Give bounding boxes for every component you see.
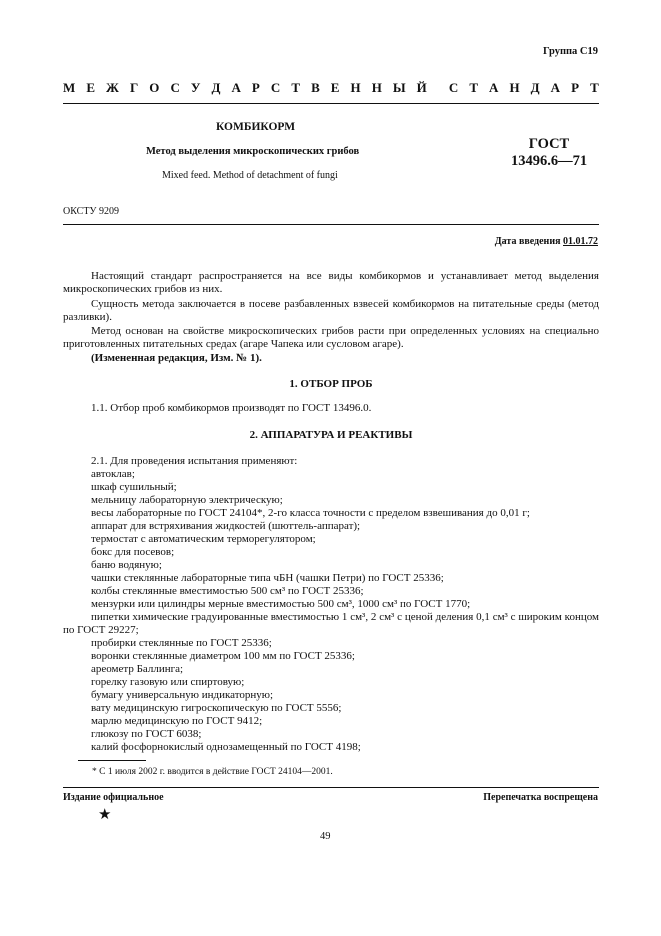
english-title: Mixed feed. Method of detachment of fungi <box>162 170 338 181</box>
banner-letter: В <box>311 80 320 95</box>
list-item: автоклав; <box>91 468 135 480</box>
amendment-note: (Измененная редакция, Изм. № 1). <box>91 352 262 364</box>
group-code: Группа С19 <box>542 46 598 57</box>
list-item: воронки стеклянные диаметром 100 мм по ГОСТ 25336; <box>91 650 355 662</box>
official-edition-label: Издание официальное <box>63 792 164 803</box>
banner-letter: Г <box>129 80 139 95</box>
interstate-standard-banner <box>63 80 599 96</box>
list-item: термостат с автоматическим терморегулятором; <box>91 533 316 545</box>
banner-letter: Д <box>211 80 221 95</box>
banner-letter: Р <box>571 80 580 95</box>
banner-letter: Е <box>330 80 340 95</box>
reprint-prohibited-label: Перепечатка воспрещена <box>483 792 598 803</box>
banner-letter: Й <box>416 80 427 95</box>
list-item: бокс для посевов; <box>91 546 175 558</box>
list-item: 2.1. Для проведения испытания применяют: <box>91 455 298 467</box>
document-subtitle: Метод выделения микроскопических грибов <box>146 146 360 157</box>
header-divider <box>63 224 599 225</box>
banner-letter: А <box>231 80 241 95</box>
list-item: глюкозу по ГОСТ 6038; <box>91 728 202 740</box>
banner-letter: А <box>489 80 499 95</box>
gost-label: ГОСТ <box>528 136 570 152</box>
list-item: весы лабораторные по ГОСТ 24104*, 2-го класса точности с пределом взвешивания до 0,01 г; <box>91 507 530 519</box>
banner-letter: Е <box>86 80 95 95</box>
list-item: вату медицинскую гигроскопическую по ГОСТ 5556; <box>91 702 342 714</box>
top-divider <box>63 103 599 104</box>
banner-letter: М <box>63 80 76 95</box>
list-item: горелку газовую или спиртовую; <box>91 676 245 688</box>
banner-letter: С <box>448 80 459 95</box>
intro-paragraph-2: Сущность метода заключается в посеве разбавленных взвесей комбикормов на питательные среды (метод разливки). <box>63 298 599 324</box>
intro-paragraph-1: Настоящий стандарт распространяется на все виды комбикормов и устанавливает метод выделения микроскопических грибов из них. <box>63 270 599 296</box>
list-item: баню водяную; <box>91 559 162 571</box>
list-item: марлю медицинскую по ГОСТ 9412; <box>91 715 263 727</box>
banner-letter: Т <box>590 80 599 95</box>
list-item: бумагу универсальную индикаторную; <box>91 689 274 701</box>
banner-letter: Н <box>371 80 382 95</box>
banner-letter: Т <box>469 80 478 95</box>
okstu-code: ОКСТУ 9209 <box>63 206 120 217</box>
star-icon: ★ <box>98 807 112 823</box>
intro-date-value: 01.01.72 <box>563 236 598 247</box>
intro-paragraph-3: Метод основан на свойстве микроскопических грибов расти при определенных условиях на специально приготовленных питательных средах (агаре Чапека или сусловом агаре). <box>63 325 599 351</box>
list-item: пробирки стеклянные по ГОСТ 25336; <box>91 637 272 649</box>
introduction-date <box>495 236 598 247</box>
list-item: пипетки химические градуированные вместимостью 1 см³, 2 см³ с ценой деления 0,1 см³ с широким концом по ГОСТ 29227; <box>63 611 599 637</box>
banner-letter: Ы <box>392 80 406 95</box>
footer-divider <box>63 787 599 788</box>
section-1-heading: 1. ОТБОР ПРОБ <box>289 378 373 390</box>
banner-letter: Д <box>530 80 540 95</box>
section-2-heading: 2. АППАРАТУРА И РЕАКТИВЫ <box>249 429 413 441</box>
list-item: шкаф сушильный; <box>91 481 177 493</box>
gost-number: 13496.6—71 <box>510 153 588 169</box>
banner-letter: Р <box>251 80 260 95</box>
document-title: КОМБИКОРМ <box>216 121 296 133</box>
list-item: чашки стеклянные лабораторные типа чБН (чашки Петри) по ГОСТ 25336; <box>91 572 444 584</box>
list-item: колбы стеклянные вместимостью 500 см³ по ГОСТ 25336; <box>91 585 364 597</box>
banner-letter: А <box>550 80 561 95</box>
list-item: аппарат для встряхивания жидкостей (шюттель-аппарат); <box>91 520 361 532</box>
list-item: мензурки или цилиндры мерные вместимостью 500 см³, 1000 см³ по ГОСТ 1770; <box>91 598 471 610</box>
banner-letter: У <box>190 80 201 95</box>
banner-letter: О <box>149 80 160 95</box>
list-item: мельницу лабораторную электрическую; <box>91 494 283 506</box>
list-item: калий фосфорнокислый однозамещенный по ГОСТ 4198; <box>91 741 361 753</box>
intro-date-label: Дата введения <box>494 236 561 247</box>
footnote: * С 1 июля 2002 г. вводится в действие ГОСТ 24104—2001. <box>92 767 333 777</box>
section-1-paragraph: 1.1. Отбор проб комбикормов производят по ГОСТ 13496.0. <box>91 402 372 414</box>
page-number: 49 <box>320 831 331 842</box>
footnote-divider <box>78 760 146 761</box>
banner-letter: Н <box>509 80 520 95</box>
banner-letter: С <box>270 80 281 95</box>
banner-letter: С <box>170 80 180 95</box>
banner-letter: Т <box>291 80 301 95</box>
banner-letter: Ж <box>106 80 119 95</box>
list-item: ареометр Баллинга; <box>91 663 184 675</box>
banner-letter: Н <box>350 80 361 95</box>
